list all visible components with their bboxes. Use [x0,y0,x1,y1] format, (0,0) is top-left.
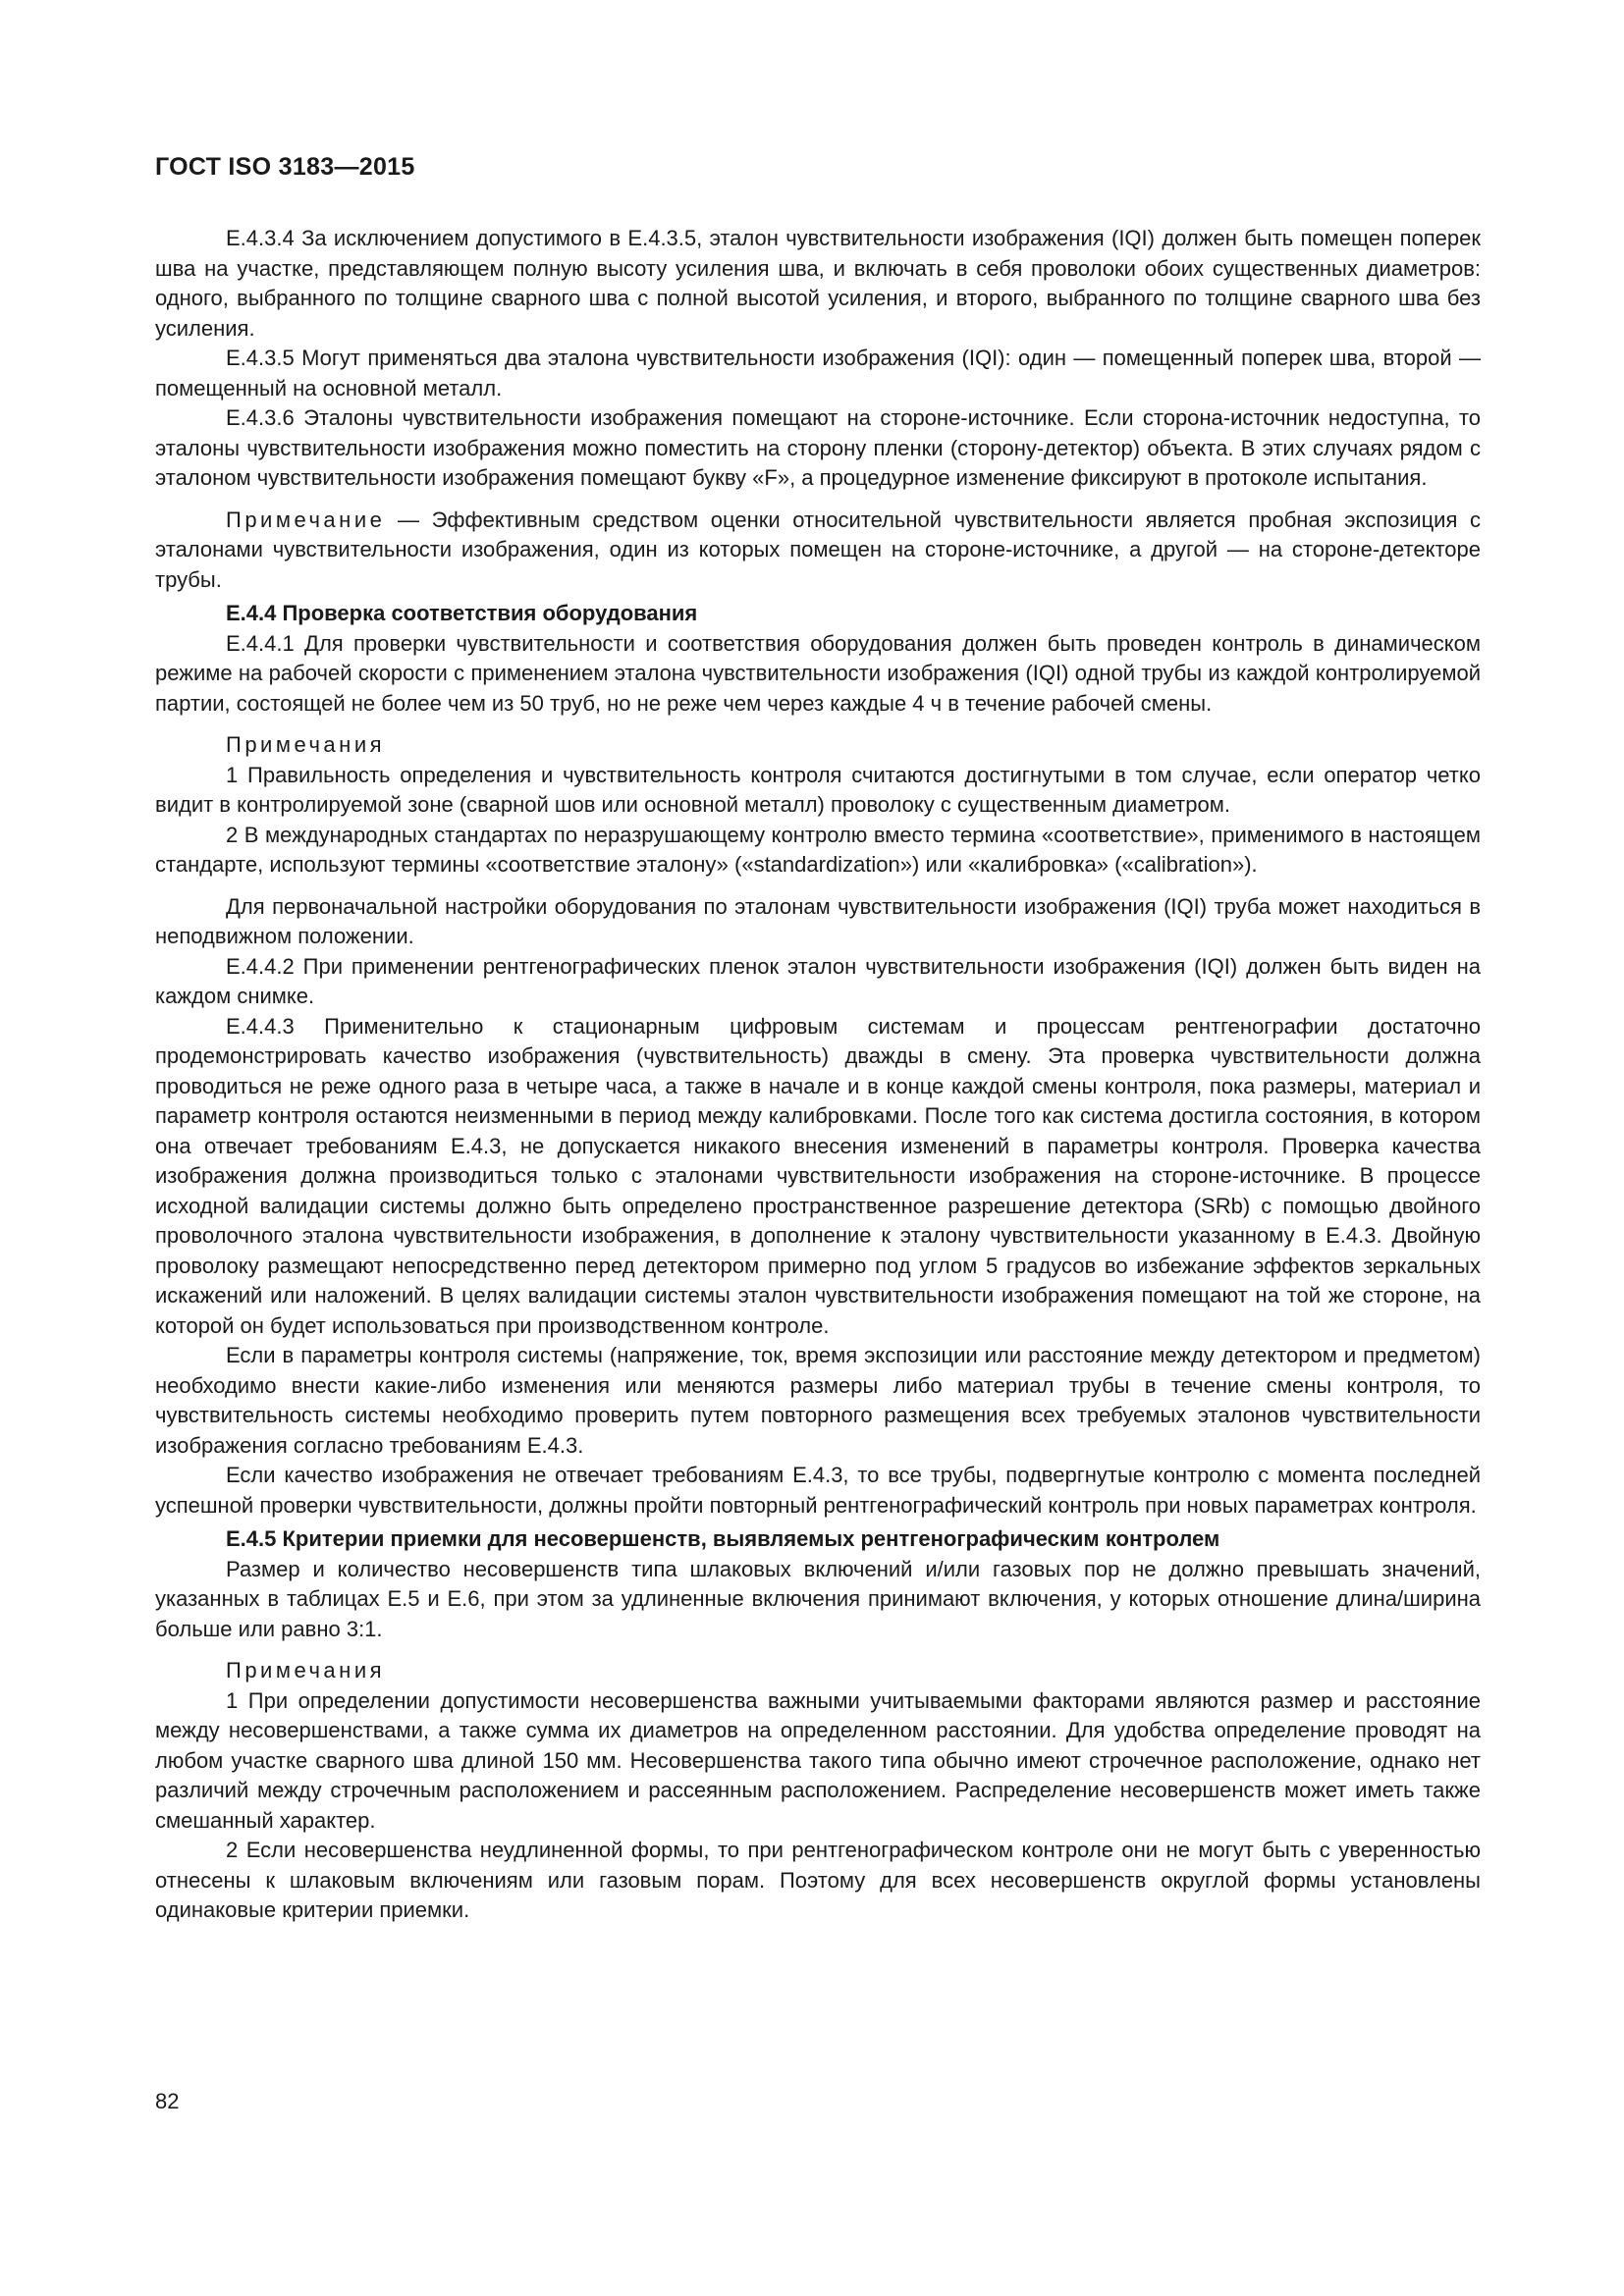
note-3-item-1: 1 При определении допустимости несовершенства важными учитываемыми факторами являются размер и расстояние между несовершенствами, а также сумма их диаметров на определенном расстоянии. Для удобства определение проводят на любом участке сварного шва длиной 150 мм. Несовершенства такого типа обычно имеют строчечное расположение, однако нет различий между строчечным расположением и рассеянным расположением. Распределение несовершенств может иметь также смешанный характер. [155,1687,1481,1833]
paragraph-quality: Если качество изображения не отвечает требованиям Е.4.3, то все трубы, подвергнутые контролю с момента последней успешной проверки чувствительности, должны пройти повторный рентгенографический контроль при новых параметрах контроля. [155,1463,1481,1518]
note-2-item-2: 2 В международных стандартах по неразрушающему контролю вместо термина «соответствие», применимого в настоящем стандарте, используют термины «соответствие эталону» («standardization») или «калибровка» («calibration»). [155,822,1481,877]
paragraph-e435: Е.4.3.5 Могут применяться два эталона чувствительности изображения (IQI): один — помещенный поперек шва, второй — помещенный на основной металл. [155,346,1481,400]
page-number: 82 [155,2089,180,2113]
note-1-text: — Эффективным средством оценки относительной чувствительности является пробная экспозиция с эталонами чувствительности изображения, один из которых помещен на стороне-источнике, а другой — на стороне-детекторе трубы. [155,507,1481,592]
document-body [155,224,1481,1926]
paragraph-e45: Размер и количество несовершенств типа шлаковых включений и/или газовых пор не должно превышать значений, указанных в таблицах Е.5 и Е.6, при этом за удлиненные включения принимают включения, у которых отношение длина/ширина больше или равно 3:1. [155,1556,1481,1641]
paragraph-e442: Е.4.4.2 При применении рентгенографических пленок эталон чувствительности изображения (IQI) должен быть виден на каждом снимке. [155,953,1481,1008]
notes-3-label: Примечания [226,1658,386,1682]
note-3-item-2: 2 Если несовершенства неудлиненной формы, то при рентгенографическом контроле они не могут быть с уверенностью отнесены к шлаковым включениям или газовым порам. Поэтому для всех несовершенств округлой формы установлены одинаковые критерии приемки. [155,1838,1481,1922]
paragraph-e441: Е.4.4.1 Для проверки чувствительности и соответствия оборудования должен быть проведен контроль в динамическом режиме на рабочей скорости с применением эталона чувствительности изображения (IQI) одной трубы из каждой контролируемой партии, состоящей не более чем из 50 труб, но не реже чем через каждые 4 ч в течение рабочей смены. [155,630,1481,716]
note-1 [155,506,1481,596]
paragraph-e443: Е.4.4.3 Применительно к стационарным цифровым системам и процессам рентгенографии достаточно продемонстрировать качество изображения (чувствительность) дважды в смену. Эта проверка чувствительности должна проводиться не реже одного раза в четыре часа, а также в начале и в конце каждой смены контроля, пока размеры, материал и параметр контроля остаются неизменными в период между калибровками. После того как система достигла состояния, в котором она отвечает требованиям Е.4.3, не допускается никакого внесения изменений в параметры контроля. Проверка качества изображения должна производиться только с эталонами чувствительности изображения на стороне-источнике. В процессе исходной валидации системы должно быть определено пространственное разрешение детектора (SRb) с помощью двойного проволочного эталона чувствительности изображения, в дополнение к эталону чувствительности указанному в Е.4.3. Двойную проволоку размещают непосредственно перед детектором примерно под углом 5 градусов во избежание эффектов зеркальных искажений или наложений. В целях валидации системы эталон чувствительности изображения помещают на той же стороне, на которой он будет использоваться при производственном контроле. [155,1013,1481,1338]
paragraph-e436: Е.4.3.6 Эталоны чувствительности изображения помещают на стороне-источнике. Если сторона-источник недоступна, то эталоны чувствительности изображения можно поместить на сторону пленки (сторону-детектор) объекта. В этих случаях рядом с эталоном чувствительности изображения помещают букву «F», а процедурное изменение фиксируют в протоколе испытания. [155,405,1481,490]
paragraph-e434: Е.4.3.4 За исключением допустимого в Е.4.3.5, эталон чувствительности изображения (IQI) должен быть помещен поперек шва на участке, представляющем полную высоту усиления шва, и включать в себя проволоки обоих существенных диаметров: одного, выбранного по толщине сварного шва с полной высотой усиления, и второго, выбранного по толщине сварного шва без усиления. [155,226,1481,341]
note-1-label: Примечание [226,507,386,532]
paragraph-setup: Для первоначальной настройки оборудования по эталонам чувствительности изображения (IQI) труба может находиться в неподвижном положении. [155,893,1481,948]
document-header: ГОСТ ISO 3183—2015 [155,153,415,181]
notes-2-label: Примечания [226,732,386,757]
note-2-item-1: 1 Правильность определения и чувствительность контроля считаются достигнутыми в том случае, если оператор четко видит в контролируемой зоне (сварной шов или основной металл) проволоку с существенным диаметром. [155,762,1481,817]
paragraph-change: Если в параметры контроля системы (напряжение, ток, время экспозиции или расстояние между детектором и предметом) необходимо внести какие-либо изменения или меняются размеры либо материал трубы в течение смены контроля, то чувствительность системы необходимо проверить путем повторного размещения всех требуемых эталонов чувствительности изображения согласно требованиям Е.4.3. [155,1343,1481,1458]
section-heading-e44: Е.4.4 Проверка соответствия оборудования [226,601,698,625]
section-heading-e45: Е.4.5 Критерии приемки для несовершенств, выявляемых рентгенографическим контролем [226,1526,1220,1551]
